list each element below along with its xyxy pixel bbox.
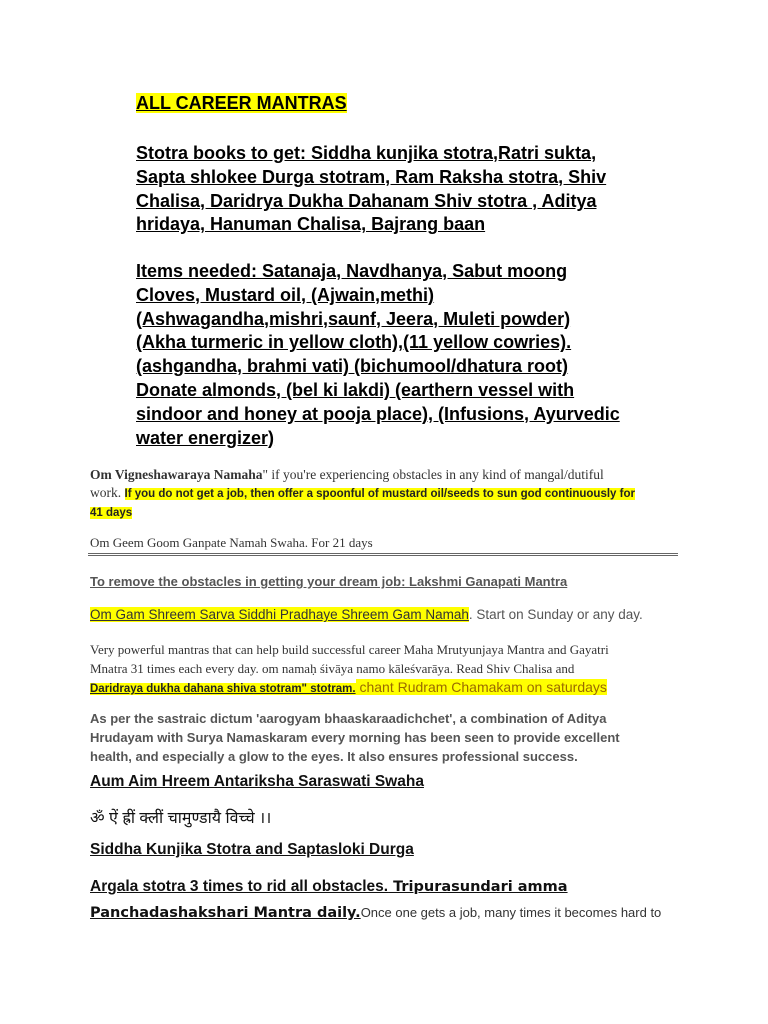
job-continuation-text: Once one gets a job, many times it becomes hard to xyxy=(360,905,662,920)
title-highlight: ALL CAREER MANTRAS xyxy=(136,93,347,113)
items-line: sindoor and honey at pooja place), (Infusions, Ayurvedic xyxy=(136,403,620,424)
lakshmi-suffix: . Start on Sunday or any day. xyxy=(468,607,643,622)
stotra-books-paragraph xyxy=(136,142,696,237)
items-line: (ashgandha, brahmi vati) (bichumool/dhatura root) xyxy=(136,356,569,377)
items-line: (Akha turmeric in yellow cloth),(11 yellow cowries). xyxy=(136,332,572,353)
lakshmi-ganapati-line xyxy=(90,607,643,622)
items-line: Cloves, Mustard oil, (Ajwain,methi) xyxy=(136,284,435,305)
vigneshwara-text-2: work. xyxy=(90,485,125,500)
lakshmi-mantra-highlight: Om Gam Shreem Sarva Siddhi Pradhaye Shreem Gam Namah xyxy=(90,607,469,622)
items-line: Donate almonds, (bel ki lakdi) (earthern vessel with xyxy=(136,379,575,400)
sastraic-line: Hrudayam with Surya Namaskaram every morning has been seen to provide excellent xyxy=(90,730,620,745)
vigneshwara-mantra: Om Vigneshawaraya Namaha xyxy=(90,467,263,482)
powerful-line: Very powerful mantras that can help build successful career Maha Mrutyunjaya Mantra and Gayatri xyxy=(90,642,609,657)
items-needed-paragraph xyxy=(136,260,696,450)
argala-paragraph xyxy=(90,874,690,926)
stotra-line: Chalisa, Daridrya Dukha Dahanam Shiv stotra , Aditya xyxy=(136,190,597,211)
powerful-line: Mnatra 31 times each every day. om namaḥ śivāya namo kāleśvarāya. Read Shiv Chalisa and xyxy=(90,661,575,676)
saraswati-mantra: Aum Aim Hreem Antariksha Saraswati Swaha xyxy=(90,773,424,790)
vigneshwara-text: " if you're experiencing obstacles in any kind of mangal/dutiful xyxy=(262,467,604,482)
horizontal-divider xyxy=(88,553,678,556)
rudram-chant-highlight: chant Rudram Chamakam on saturdays xyxy=(355,679,607,695)
dream-job-heading: To remove the obstacles in getting your dream job: Lakshmi Ganapati Mantra xyxy=(90,574,568,589)
sastraic-line: health, and especially a glow to the eyes. It also ensures professional success. xyxy=(90,749,578,764)
forty-one-days-highlight: 41 days xyxy=(90,507,133,519)
ganpate-mantra: Om Geem Goom Ganpate Namah Swaha. For 21 days xyxy=(90,535,373,550)
stotra-line: Stotra books to get: Siddha kunjika stotra,Ratri sukta, xyxy=(136,143,597,163)
items-line: Items needed: Satanaja, Navdhanya, Sabut moong xyxy=(136,261,568,281)
page-title xyxy=(136,92,696,116)
kunjika-heading: Siddha Kunjika Stotra and Saptasloki Durga xyxy=(90,841,414,858)
stotra-line: hridaya, Hanuman Chalisa, Bajrang baan xyxy=(136,214,486,235)
items-line: water energizer) xyxy=(136,427,275,448)
vigneshwara-paragraph xyxy=(90,466,690,522)
mustard-oil-highlight: If you do not get a job, then offer a spoonful of mustard oil/seeds to sun god continuously for xyxy=(124,488,635,500)
devanagari-mantra: ॐ ऐं ह्रीं क्लीं चामुण्डायै विच्चे ।। xyxy=(90,810,272,827)
stotra-line: Sapta shlokee Durga stotram, Ram Raksha stotra, Shiv xyxy=(136,166,607,187)
daridraya-highlight: Daridraya dukha dahana shiva stotram" stotram. xyxy=(90,683,356,695)
powerful-mantras-paragraph xyxy=(90,640,690,699)
items-line: (Ashwagandha,mishri,saunf, Jeera, Muleti powder) xyxy=(136,308,571,329)
argala-text: Argala stotra 3 times to rid all obstacles. xyxy=(90,878,389,895)
sastraic-paragraph xyxy=(90,709,690,766)
panchadashakshari-text: Panchadashakshari Mantra daily. xyxy=(90,905,361,921)
tripurasundari-text: Tripurasundari amma xyxy=(388,879,568,895)
sastraic-line: As per the sastraic dictum 'aarogyam bhaaskaraadichchet', a combination of Aditya xyxy=(90,711,607,726)
